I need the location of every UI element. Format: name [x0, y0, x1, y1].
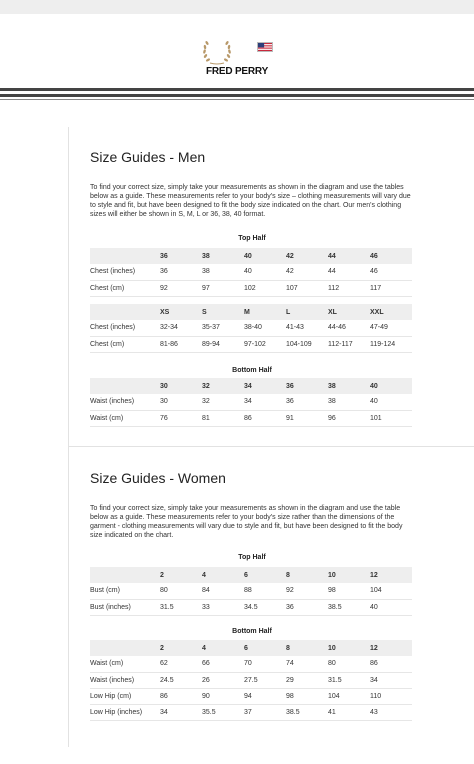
table-cell: 38.5 [286, 704, 328, 720]
table-cell: 90 [202, 688, 244, 704]
table-cell: Low Hip (cm) [90, 688, 160, 704]
table-cell: 91 [286, 410, 328, 426]
men-bottom-half-label: Bottom Half [232, 367, 272, 374]
table-row [90, 656, 412, 672]
table-row [90, 704, 412, 720]
men-title: Size Guides - Men [90, 149, 206, 165]
table-row [90, 280, 412, 296]
table-cell: 46 [370, 264, 412, 280]
table-cell: 89-94 [202, 336, 244, 352]
table-row [90, 672, 412, 688]
table-header-cell [90, 304, 160, 320]
table-cell: 26 [202, 672, 244, 688]
size-guide-content [68, 127, 474, 747]
table-header-cell: 40 [370, 378, 412, 394]
table-row [90, 410, 412, 426]
table-header-cell: 4 [202, 567, 244, 583]
men-section [90, 149, 414, 219]
table-header-cell: 40 [244, 248, 286, 264]
table-cell: 96 [328, 410, 370, 426]
table-cell: 35-37 [202, 320, 244, 336]
men-top-numeric-table [90, 248, 412, 297]
table-cell: 104-109 [286, 336, 328, 352]
table-header-cell: 12 [370, 640, 412, 656]
table-cell: 36 [286, 394, 328, 410]
table-cell: 34 [370, 672, 412, 688]
men-top-letter-table [90, 304, 412, 353]
table-header-row [90, 248, 412, 264]
table-row [90, 264, 412, 280]
table-cell: 97 [202, 280, 244, 296]
table-cell: 66 [202, 656, 244, 672]
table-cell: 119-124 [370, 336, 412, 352]
table-cell: 92 [160, 280, 202, 296]
table-cell: Chest (inches) [90, 320, 160, 336]
table-header-cell: 44 [328, 248, 370, 264]
table-header-cell: 34 [244, 378, 286, 394]
table-row [90, 583, 412, 599]
table-cell: Bust (cm) [90, 583, 160, 599]
table-cell: 104 [328, 688, 370, 704]
women-top-half-label: Top Half [238, 554, 266, 561]
table-cell: Bust (inches) [90, 599, 160, 615]
table-cell: 97-102 [244, 336, 286, 352]
table-header-cell: L [286, 304, 328, 320]
table-cell: 36 [160, 264, 202, 280]
table-header-cell: 8 [286, 640, 328, 656]
table-cell: 38-40 [244, 320, 286, 336]
men-bottom-table [90, 378, 412, 427]
table-header-cell: 32 [202, 378, 244, 394]
table-cell: 31.5 [160, 599, 202, 615]
table-cell: 94 [244, 688, 286, 704]
table-header-cell: M [244, 304, 286, 320]
table-cell: 30 [160, 394, 202, 410]
table-cell: 101 [370, 410, 412, 426]
table-cell: 112 [328, 280, 370, 296]
table-row [90, 394, 412, 410]
women-title: Size Guides - Women [90, 470, 226, 486]
table-cell: 98 [328, 583, 370, 599]
table-cell: 86 [370, 656, 412, 672]
men-intro: To find your correct size, simply take your measurements as shown in the diagram and use the tables below as a guide. These measurements refer to your body's size – clothing measurements will vary due to style and fit, but have been designed to fit the body size indicated on the chart. Our men's clothing sizes will either be shown in S, M, L or 36, 38, 40 format. [90, 184, 411, 218]
table-cell: Chest (inches) [90, 264, 160, 280]
table-cell: 40 [244, 264, 286, 280]
table-cell: Waist (inches) [90, 672, 160, 688]
table-header-cell: 46 [370, 248, 412, 264]
table-header-cell: XS [160, 304, 202, 320]
table-header-cell: 8 [286, 567, 328, 583]
table-cell: 86 [244, 410, 286, 426]
table-cell: 32 [202, 394, 244, 410]
table-header-row [90, 567, 412, 583]
table-cell: 40 [370, 394, 412, 410]
table-cell: Waist (inches) [90, 394, 160, 410]
table-cell: 104 [370, 583, 412, 599]
table-cell: 102 [244, 280, 286, 296]
table-row [90, 336, 412, 352]
table-cell: 74 [286, 656, 328, 672]
table-cell: 38.5 [328, 599, 370, 615]
table-header-cell: 38 [202, 248, 244, 264]
table-header-cell: S [202, 304, 244, 320]
table-header-cell: XXL [370, 304, 412, 320]
header-stripe [0, 88, 474, 91]
table-cell: Waist (cm) [90, 656, 160, 672]
table-cell: 117 [370, 280, 412, 296]
table-cell: Low Hip (inches) [90, 704, 160, 720]
section-divider [69, 446, 474, 447]
table-cell: 24.5 [160, 672, 202, 688]
table-row [90, 599, 412, 615]
table-header-cell: 36 [286, 378, 328, 394]
table-cell: 98 [286, 688, 328, 704]
table-header-cell [90, 567, 160, 583]
table-cell: 81-86 [160, 336, 202, 352]
table-cell: 27.5 [244, 672, 286, 688]
table-cell: 76 [160, 410, 202, 426]
table-cell: 81 [202, 410, 244, 426]
table-cell: 88 [244, 583, 286, 599]
table-cell: Chest (cm) [90, 280, 160, 296]
women-section [90, 470, 414, 540]
table-row [90, 320, 412, 336]
table-header-cell: 38 [328, 378, 370, 394]
top-bar [0, 0, 474, 14]
table-header-cell: 10 [328, 640, 370, 656]
table-cell: 107 [286, 280, 328, 296]
table-cell: 36 [286, 599, 328, 615]
table-header-cell: XL [328, 304, 370, 320]
table-header-cell [90, 248, 160, 264]
table-cell: 34.5 [244, 599, 286, 615]
table-header-cell: 2 [160, 567, 202, 583]
table-cell: 92 [286, 583, 328, 599]
table-cell: 33 [202, 599, 244, 615]
table-cell: 86 [160, 688, 202, 704]
header-stripe [0, 94, 474, 97]
table-cell: 62 [160, 656, 202, 672]
header-stripe [0, 99, 474, 100]
laurel-wreath-logo[interactable] [200, 36, 234, 66]
table-cell: 38 [202, 264, 244, 280]
women-intro: To find your correct size, simply take your measurements as shown in the diagram and use the table below as a guide. These measurements refer to your body's size rather than the dimensions of the garment - clothing measurements will vary due to style and fit, but have been designed to fit the body size indicated on the chart. [90, 505, 403, 539]
table-header-row [90, 378, 412, 394]
table-cell: 47-49 [370, 320, 412, 336]
table-cell: 31.5 [328, 672, 370, 688]
table-header-cell [90, 378, 160, 394]
table-header-cell: 4 [202, 640, 244, 656]
table-header-cell: 6 [244, 567, 286, 583]
table-cell: 41 [328, 704, 370, 720]
table-cell: Chest (cm) [90, 336, 160, 352]
table-row [90, 688, 412, 704]
table-cell: 40 [370, 599, 412, 615]
table-cell: 84 [202, 583, 244, 599]
us-flag-icon[interactable] [257, 42, 273, 52]
table-cell: 110 [370, 688, 412, 704]
table-cell: 41-43 [286, 320, 328, 336]
table-header-cell: 12 [370, 567, 412, 583]
table-cell: 112-117 [328, 336, 370, 352]
table-header-cell: 36 [160, 248, 202, 264]
table-cell: 44-46 [328, 320, 370, 336]
table-header-row [90, 640, 412, 656]
women-top-table [90, 567, 412, 616]
table-header-cell: 30 [160, 378, 202, 394]
table-header-cell: 42 [286, 248, 328, 264]
table-cell: 37 [244, 704, 286, 720]
table-cell: 42 [286, 264, 328, 280]
table-header-cell: 10 [328, 567, 370, 583]
table-cell: 38 [328, 394, 370, 410]
table-cell: Waist (cm) [90, 410, 160, 426]
brand-wordmark: FRED PERRY [205, 66, 269, 77]
table-cell: 80 [160, 583, 202, 599]
men-top-half-label: Top Half [238, 235, 266, 242]
table-header-cell [90, 640, 160, 656]
table-cell: 70 [244, 656, 286, 672]
women-bottom-table [90, 640, 412, 721]
table-cell: 35.5 [202, 704, 244, 720]
table-cell: 34 [244, 394, 286, 410]
table-header-cell: 2 [160, 640, 202, 656]
table-cell: 43 [370, 704, 412, 720]
table-cell: 34 [160, 704, 202, 720]
table-cell: 44 [328, 264, 370, 280]
table-cell: 32-34 [160, 320, 202, 336]
table-cell: 80 [328, 656, 370, 672]
table-cell: 29 [286, 672, 328, 688]
table-header-row [90, 304, 412, 320]
brand-header[interactable] [0, 30, 474, 80]
table-header-cell: 6 [244, 640, 286, 656]
women-bottom-half-label: Bottom Half [232, 628, 272, 635]
